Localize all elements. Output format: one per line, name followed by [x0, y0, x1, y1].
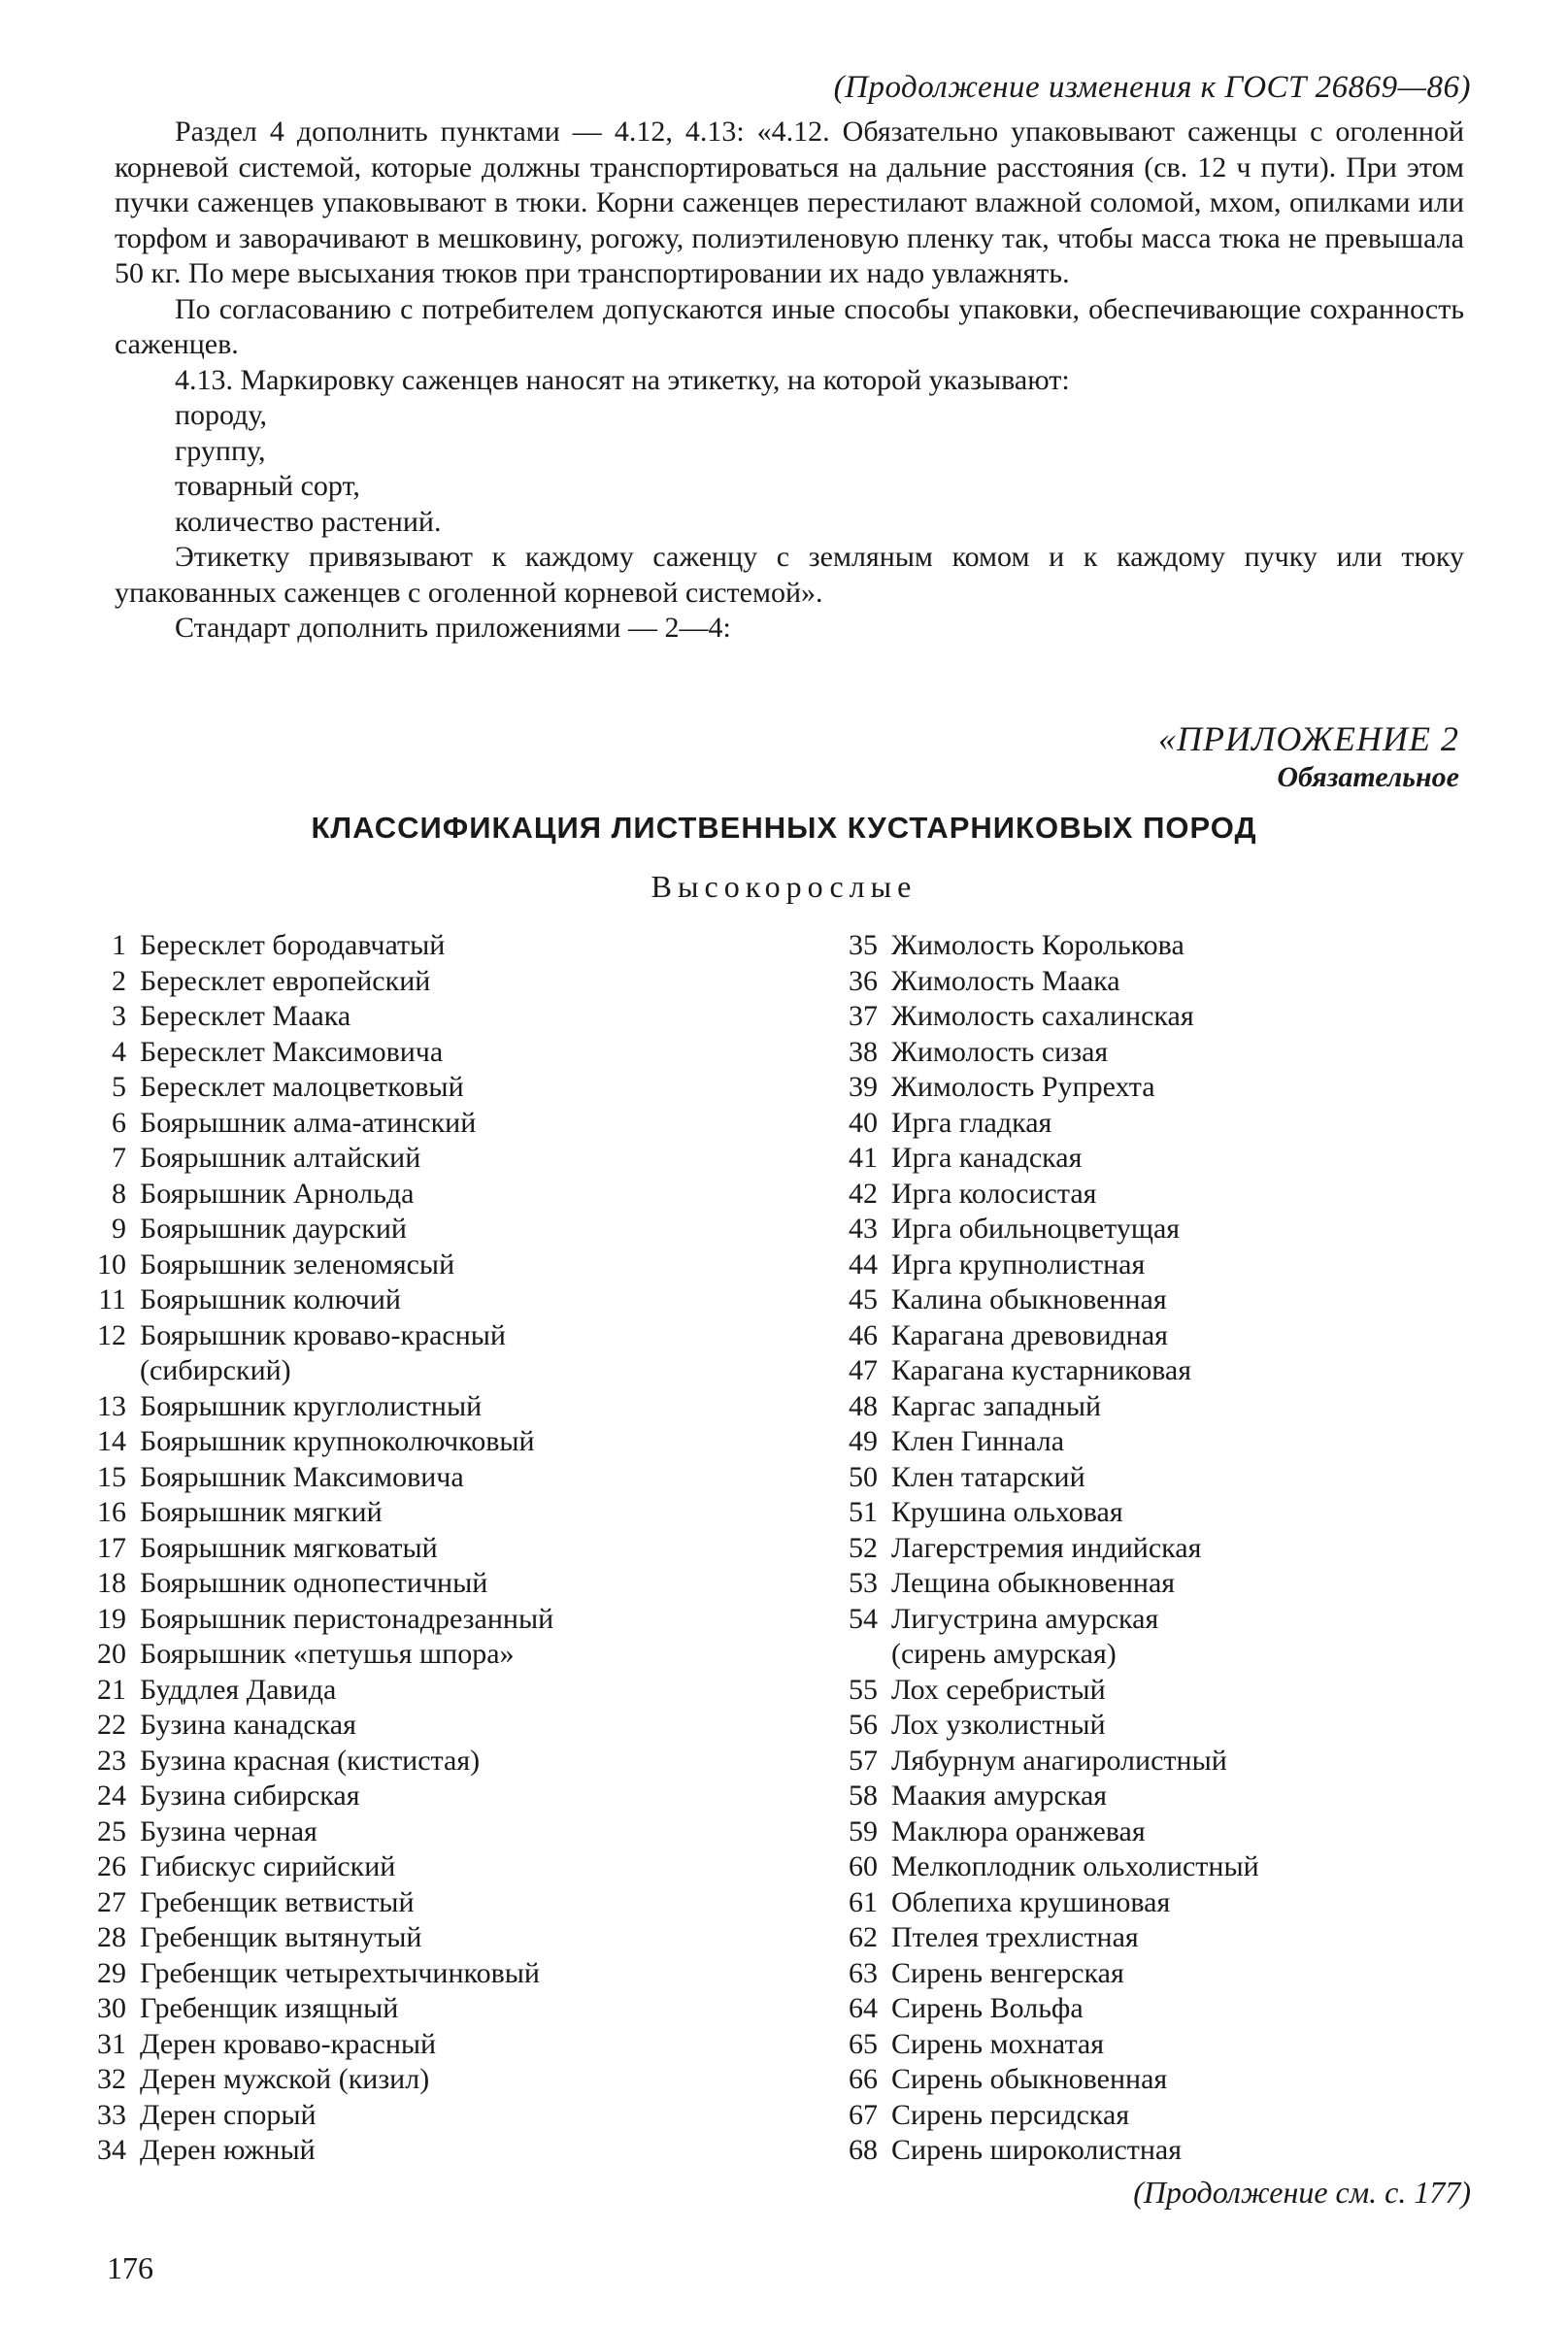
species-name: Бузина сибирская	[140, 1780, 360, 1812]
species-number: 35	[849, 929, 878, 961]
species-name: Дерен южный	[140, 2134, 316, 2166]
species-number: 18	[97, 1567, 126, 1599]
species-item	[833, 1282, 1454, 1318]
species-name: Клен татарский	[891, 1460, 1085, 1493]
appendix-title: «ПРИЛОЖЕНИЕ 2	[1158, 719, 1459, 758]
appendix-status: Обязательное	[1277, 761, 1459, 793]
species-number: 5	[112, 1071, 126, 1103]
species-item	[89, 1248, 769, 1283]
species-item	[833, 1070, 1454, 1106]
species-name: Сирень Вольфа	[891, 1992, 1084, 2024]
species-number: 34	[97, 2134, 126, 2166]
species-number: 58	[849, 1780, 878, 1812]
label-field: породу,	[175, 399, 267, 431]
section-subtitle: Высокорослые	[651, 869, 917, 904]
species-name: Боярышник алма-атинский	[140, 1106, 477, 1139]
species-number: 7	[112, 1142, 126, 1174]
species-item	[833, 1389, 1454, 1425]
species-number: 25	[97, 1814, 126, 1847]
species-item	[833, 1708, 1454, 1744]
species-item	[89, 928, 769, 964]
species-number: 67	[849, 2098, 878, 2131]
species-number: 36	[849, 964, 878, 997]
species-name: Клен Гиннала	[891, 1425, 1065, 1457]
species-number: 8	[112, 1177, 126, 1210]
page-number: 176	[107, 2250, 153, 2285]
species-item	[833, 1885, 1454, 1921]
species-name: Маакия амурская	[891, 1780, 1108, 1812]
species-item	[833, 1779, 1454, 1814]
species-number: 42	[849, 1177, 878, 1210]
species-number: 63	[849, 1956, 878, 1989]
species-number: 37	[849, 1000, 878, 1032]
species-item	[89, 1708, 769, 1744]
species-name: Сирень обыкновенная	[891, 2063, 1168, 2095]
species-name: Бересклет малоцветковый	[140, 1071, 464, 1103]
paragraph: По согласованию с потребителем допускаются иные способы упаковки, обеспечивающие сохранность саженцев.	[115, 292, 1464, 360]
species-number: 55	[849, 1673, 878, 1706]
species-name: Жимолость сизая	[891, 1035, 1109, 1068]
species-number: 65	[849, 2027, 878, 2060]
paragraph: Этикетку привязывают к каждому саженцу с земляным комом и к каждому пучку или тюку упакованных саженцев с оголенной корневой системой».	[115, 541, 1464, 609]
species-name: Сирень мохнатая	[891, 2027, 1105, 2060]
species-number: 45	[849, 1283, 878, 1315]
species-number: 50	[849, 1460, 878, 1493]
species-item	[89, 1070, 769, 1106]
species-item	[89, 1885, 769, 1921]
species-item	[89, 1495, 769, 1531]
species-number: 38	[849, 1035, 878, 1068]
species-item	[89, 2027, 769, 2063]
species-number: 62	[849, 1921, 878, 1953]
species-item	[89, 1460, 769, 1496]
species-name: Боярышник Арнольда	[140, 1177, 415, 1210]
species-item	[89, 999, 769, 1035]
species-number: 57	[849, 1744, 878, 1777]
species-number: 39	[849, 1071, 878, 1103]
species-number: 66	[849, 2063, 878, 2095]
species-name: Лох узколистный	[891, 1709, 1106, 1741]
species-name: Ирга колосистая	[891, 1177, 1097, 1210]
species-number: 32	[97, 2063, 126, 2095]
species-item	[833, 1495, 1454, 1531]
species-item	[89, 1282, 769, 1318]
species-item	[833, 1956, 1454, 1992]
species-item	[89, 1637, 769, 1673]
species-name: Гребенщик четырехтычинковый	[140, 1956, 540, 1989]
species-name: Боярышник мягковатый	[140, 1531, 438, 1564]
species-item	[89, 1566, 769, 1602]
species-number: 40	[849, 1106, 878, 1139]
species-number: 15	[97, 1460, 126, 1493]
species-number: 61	[849, 1885, 878, 1918]
species-item	[833, 1212, 1454, 1248]
species-item	[89, 1177, 769, 1213]
species-name: Ирга крупнолистная	[891, 1248, 1146, 1281]
species-name: Бересклет Максимовича	[140, 1035, 444, 1068]
species-name: Гребенщик вытянутый	[140, 1921, 422, 1953]
species-number: 4	[112, 1035, 126, 1068]
species-name: Бересклет Маака	[140, 1000, 351, 1032]
species-item	[833, 1141, 1454, 1177]
species-number: 24	[97, 1780, 126, 1812]
paragraph: 4.13. Маркировку саженцев наносят на этикетку, на которой указывают:	[175, 363, 1070, 396]
species-name: Облепиха крушиновая	[891, 1885, 1171, 1918]
species-item	[833, 1920, 1454, 1956]
species-item	[89, 964, 769, 1000]
species-name: Сирень широколистная	[891, 2134, 1183, 2166]
species-name: Ирга гладкая	[891, 1106, 1052, 1139]
species-name: Крушина ольховая	[891, 1496, 1123, 1528]
section-title: КЛАССИФИКАЦИЯ ЛИСТВЕННЫХ КУСТАРНИКОВЫХ ПОРОД	[311, 811, 1257, 845]
species-item	[89, 1531, 769, 1567]
species-item	[89, 1849, 769, 1885]
species-name: Мелкоплодник ольхолистный	[891, 1850, 1259, 1882]
species-number: 3	[112, 1000, 126, 1032]
species-number: 59	[849, 1814, 878, 1847]
species-item	[833, 2133, 1454, 2169]
species-name: Бузина красная (кистистая)	[140, 1744, 481, 1777]
species-item	[833, 2062, 1454, 2098]
species-item	[833, 1460, 1454, 1496]
species-list-left	[89, 928, 769, 2169]
species-name: Лигустрина амурская	[891, 1602, 1159, 1635]
body-text	[115, 115, 1464, 647]
species-item	[89, 1814, 769, 1850]
species-item	[89, 1920, 769, 1956]
species-name: Боярышник Максимовича	[140, 1460, 464, 1493]
species-number: 19	[97, 1602, 126, 1635]
species-number: 6	[112, 1106, 126, 1139]
species-number: 52	[849, 1531, 878, 1564]
species-item	[89, 1991, 769, 2027]
species-number: 10	[97, 1248, 126, 1281]
species-name: Сирень персидская	[891, 2098, 1130, 2131]
species-item	[89, 1424, 769, 1460]
species-number: 14	[97, 1425, 126, 1457]
species-name: Птелея трехлистная	[891, 1921, 1139, 1953]
species-item	[89, 2098, 769, 2134]
species-item	[833, 1602, 1454, 1638]
species-name: Сирень венгерская	[891, 1956, 1124, 1989]
species-item	[833, 1318, 1454, 1354]
species-name: Жимолость сахалинская	[891, 1000, 1194, 1032]
species-name: Боярышник колючий	[140, 1283, 401, 1315]
species-item	[833, 2098, 1454, 2134]
species-name: Жимолость Королькова	[891, 929, 1184, 961]
species-name: Боярышник «петушья шпора»	[140, 1638, 515, 1670]
label-field: группу,	[175, 434, 266, 467]
species-number: 17	[97, 1531, 126, 1564]
running-header: (Продолжение изменения к ГОСТ 26869—86)	[833, 70, 1471, 105]
species-list-right	[833, 928, 1454, 2169]
species-number: 13	[97, 1389, 126, 1422]
species-number: 46	[849, 1318, 878, 1351]
species-name: Боярышник даурский	[140, 1213, 407, 1245]
species-name: Каргас западный	[891, 1389, 1102, 1422]
species-name: Лябурнум анагиролистный	[891, 1744, 1227, 1777]
species-item	[833, 1849, 1454, 1885]
species-number: 22	[97, 1709, 126, 1741]
species-number: 51	[849, 1496, 878, 1528]
species-item	[833, 2027, 1454, 2063]
species-item	[89, 1779, 769, 1814]
species-number: 1	[112, 929, 126, 961]
species-item	[833, 1248, 1454, 1283]
species-name: Калина обыкновенная	[891, 1283, 1167, 1315]
species-item	[89, 1212, 769, 1248]
species-name: Маклюра оранжевая	[891, 1814, 1146, 1847]
species-name: Гребенщик изящный	[140, 1992, 399, 2024]
species-name: Боярышник кроваво-красный	[140, 1318, 506, 1351]
species-number: 21	[97, 1673, 126, 1706]
species-number: 60	[849, 1850, 878, 1882]
species-name: Боярышник алтайский	[140, 1142, 421, 1174]
species-item	[89, 1744, 769, 1780]
species-name: Бузина черная	[140, 1814, 317, 1847]
species-name: Гребенщик ветвистый	[140, 1885, 415, 1918]
species-item	[833, 1177, 1454, 1213]
species-number: 49	[849, 1425, 878, 1457]
species-item	[833, 1991, 1454, 2027]
species-item	[833, 1744, 1454, 1780]
species-item	[833, 1814, 1454, 1850]
species-name: Бересклет европейский	[140, 964, 431, 997]
species-item	[89, 1956, 769, 1992]
label-field: товарный сорт,	[175, 470, 360, 502]
species-item	[833, 928, 1454, 964]
species-number: 9	[112, 1213, 126, 1245]
species-item	[89, 1141, 769, 1177]
species-number: 41	[849, 1142, 878, 1174]
species-item	[89, 1035, 769, 1071]
species-item	[89, 1318, 769, 1354]
species-number: 64	[849, 1992, 878, 2024]
species-item	[833, 1106, 1454, 1142]
species-name: Ирга канадская	[891, 1142, 1083, 1174]
species-number: 43	[849, 1213, 878, 1245]
species-number: 54	[849, 1602, 878, 1635]
species-number: 53	[849, 1567, 878, 1599]
species-number: 2	[112, 964, 126, 997]
species-number: 56	[849, 1709, 878, 1741]
species-name: Дерен кроваво-красный	[140, 2027, 437, 2060]
species-item	[89, 2133, 769, 2169]
species-number: 48	[849, 1389, 878, 1422]
species-name: Дерен спорый	[140, 2098, 317, 2131]
species-item	[89, 1673, 769, 1709]
species-item	[833, 1673, 1454, 1709]
appendix-heading	[1158, 718, 1459, 794]
species-number: 33	[97, 2098, 126, 2131]
species-name: Карагана древовидная	[891, 1318, 1168, 1351]
species-name: Лещина обыкновенная	[891, 1567, 1176, 1599]
species-name: Жимолость Маака	[891, 964, 1120, 997]
species-name: Боярышник однопестичный	[140, 1567, 488, 1599]
species-name: Лох серебристый	[891, 1673, 1106, 1706]
paragraph: Стандарт дополнить приложениями — 2—4:	[175, 612, 731, 644]
species-item	[833, 1566, 1454, 1602]
species-name: Ирга обильноцветущая	[891, 1213, 1181, 1245]
species-name: Боярышник крупноколючковый	[140, 1425, 535, 1457]
species-name: Буддлея Давида	[140, 1673, 337, 1706]
species-number: 44	[849, 1248, 878, 1281]
species-item	[89, 1389, 769, 1425]
species-name: Боярышник мягкий	[140, 1496, 383, 1528]
species-number: 28	[97, 1921, 126, 1953]
species-number: 16	[97, 1496, 126, 1528]
species-name: Боярышник круглолистный	[140, 1389, 483, 1422]
species-name: Карагана кустарниковая	[891, 1354, 1192, 1386]
species-item	[833, 1531, 1454, 1567]
species-name: Бузина канадская	[140, 1709, 356, 1741]
species-name-continuation: (сирень амурская)	[891, 1638, 1117, 1670]
species-name: Боярышник перистонадрезанный	[140, 1602, 554, 1635]
species-number: 27	[97, 1885, 126, 1918]
species-item	[833, 999, 1454, 1035]
species-number: 47	[849, 1354, 878, 1386]
species-number: 30	[97, 1992, 126, 2024]
species-number: 11	[98, 1283, 126, 1315]
continuation-note: (Продолжение см. с. 177)	[1133, 2175, 1471, 2210]
species-item	[833, 1424, 1454, 1460]
species-number: 31	[97, 2027, 126, 2060]
species-number: 68	[849, 2134, 878, 2166]
species-number: 20	[97, 1638, 126, 1670]
species-item	[89, 2062, 769, 2098]
species-name: Боярышник зеленомясый	[140, 1248, 455, 1281]
species-name: Жимолость Рупрехта	[891, 1071, 1155, 1103]
species-number: 29	[97, 1956, 126, 1989]
species-number: 26	[97, 1850, 126, 1882]
species-name: Гибискус сирийский	[140, 1850, 396, 1882]
species-name: Бересклет бородавчатый	[140, 929, 446, 961]
species-number: 23	[97, 1744, 126, 1777]
label-field: количество растений.	[175, 505, 442, 538]
species-name: Дерен мужской (кизил)	[140, 2063, 430, 2095]
species-item	[833, 1353, 1454, 1389]
paragraph: Раздел 4 дополнить пунктами — 4.12, 4.13: «4.12. Обязательно упаковывают саженцы с оголенной корневой системой, которые должны транспортироваться на дальние расстояния (св. 12 ч пути). При этом пучки саженцев упаковывают в тюки. Корни саженцев перестилают влажной соломой, мхом, опилками или торфом и заворачивают в мешковину, рогожу, полиэтиленовую пленку так, чтобы масса тюка не превышала 50 кг. По мере высыхания тюков при транспортировании их надо увлажнять.	[115, 116, 1464, 289]
species-item	[833, 964, 1454, 1000]
species-item	[89, 1106, 769, 1142]
species-item	[89, 1602, 769, 1638]
species-number: 12	[97, 1318, 126, 1351]
species-item	[833, 1035, 1454, 1071]
species-name-continuation: (сибирский)	[140, 1354, 291, 1386]
species-name: Лагерстремия индийская	[891, 1531, 1202, 1564]
